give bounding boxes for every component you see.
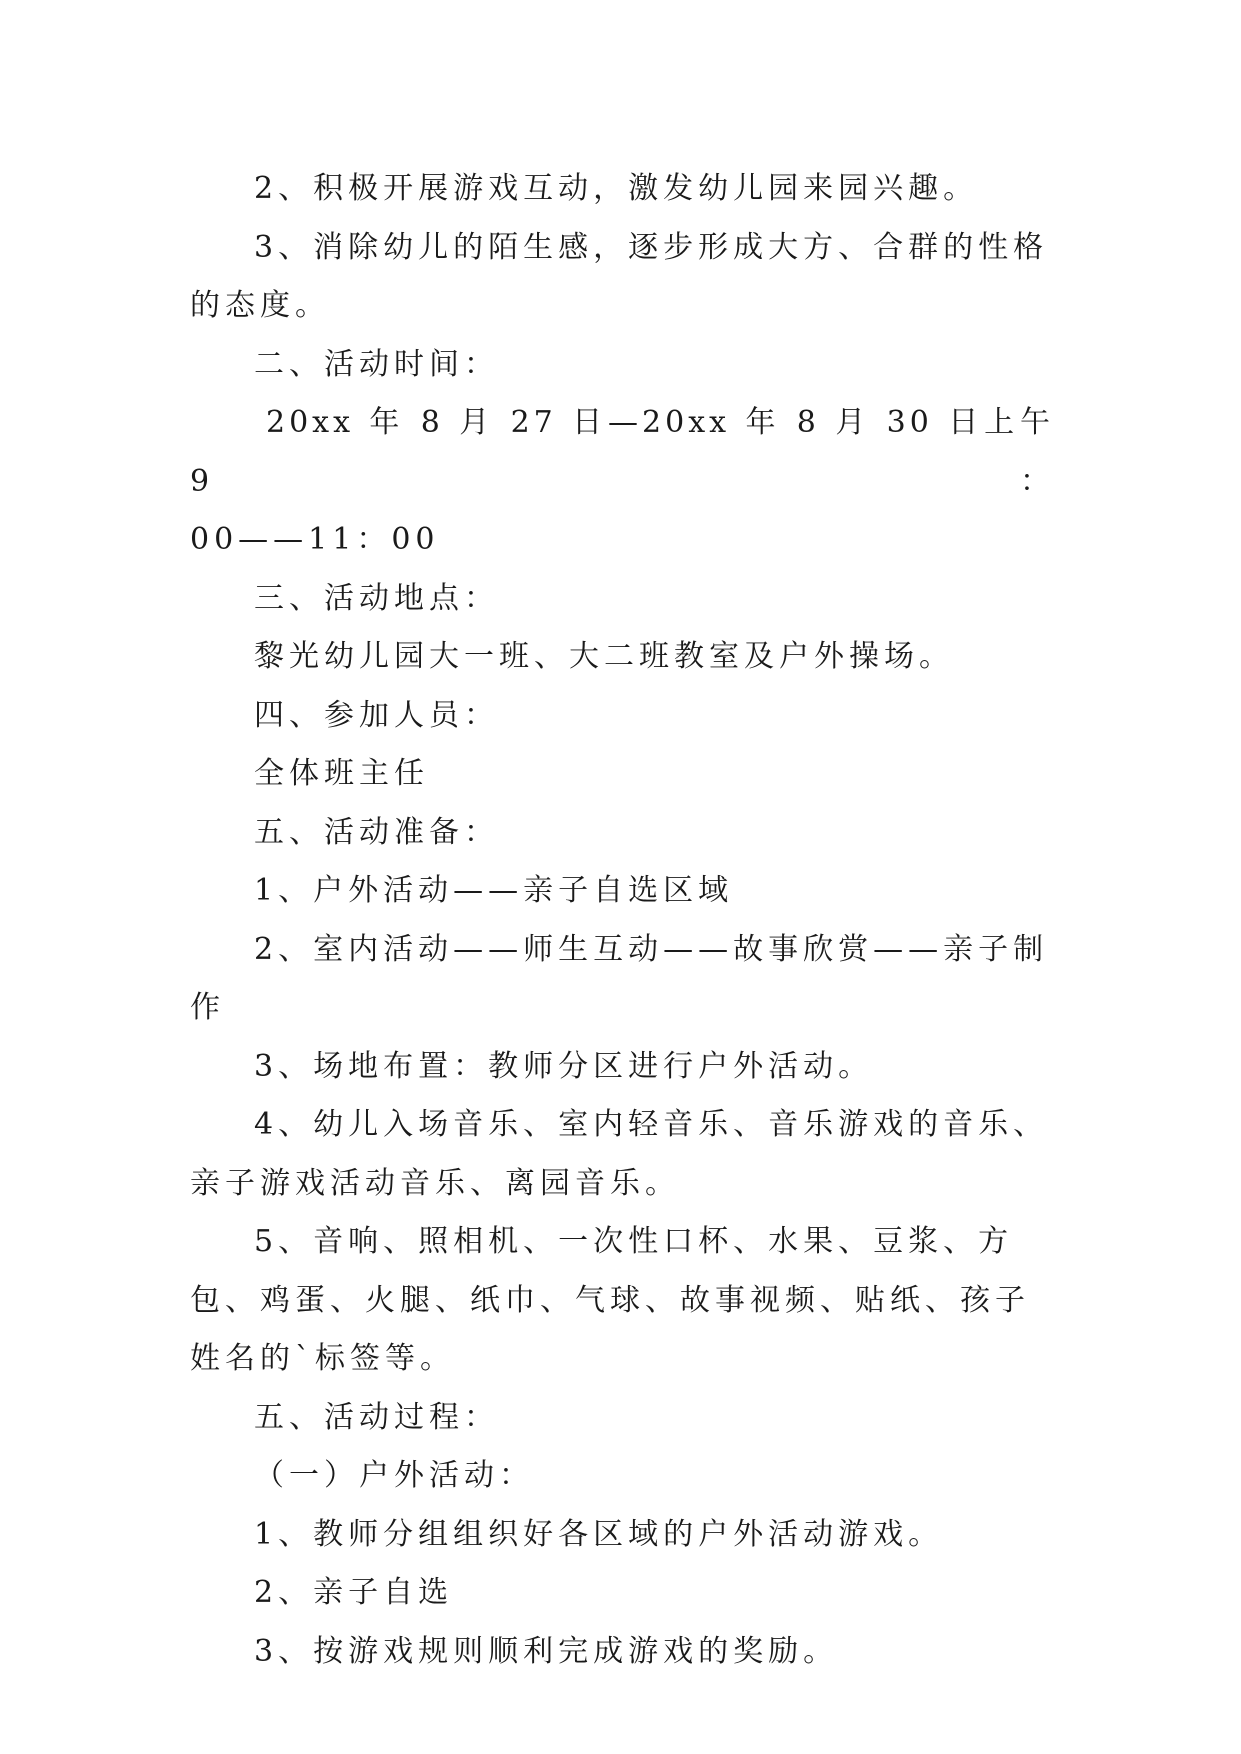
section-process-heading: 五、活动过程：	[254, 1399, 499, 1435]
goal-2: 2、积极开展游戏互动，激发幼儿园来园兴趣。	[254, 171, 979, 206]
section-preparation-heading: 五、活动准备：	[254, 814, 499, 850]
subsection-outdoor-heading: （一）户外活动：	[254, 1458, 534, 1493]
outdoor-step-1: 1、教师分组组织好各区域的户外活动游戏。	[254, 1516, 944, 1552]
document-body	[190, 160, 1054, 1681]
outdoor-step-3: 3、按游戏规则顺利完成游戏的奖励。	[254, 1633, 839, 1669]
prep-item-3: 3、场地布置：教师分区进行户外活动。	[254, 1048, 874, 1084]
activity-location: 黎光幼儿园大一班、大二班教室及户外操场。	[254, 639, 954, 674]
goal-3: 3、消除幼儿的陌生感，逐步形成大方、合群的性格的态度。	[190, 229, 1049, 323]
section-location-heading: 三、活动地点：	[254, 580, 499, 616]
prep-item-2: 2、室内活动——师生互动——故事欣赏——亲子制作	[190, 931, 1049, 1025]
prep-item-5: 5、音响、照相机、一次性口杯、水果、豆浆、方包、鸡蛋、火腿、纸巾、气球、故事视频、贴纸、孩子姓名的`标签等。	[190, 1224, 1030, 1376]
section-participants-heading: 四、参加人员：	[254, 697, 499, 733]
activity-date: 20xx 年 8 月 27 日—20xx 年 8 月 30 日上午 9：	[190, 405, 1054, 499]
prep-item-4: 4、幼儿入场音乐、室内轻音乐、音乐游戏的音乐、亲子游戏活动音乐、离园音乐。	[190, 1107, 1049, 1201]
prep-item-1: 1、户外活动——亲子自选区域	[254, 873, 734, 908]
section-time-heading: 二、活动时间：	[254, 346, 499, 382]
activity-time: 00——11：00	[190, 522, 440, 557]
outdoor-step-2: 2、亲子自选	[254, 1575, 454, 1610]
participants: 全体班主任	[254, 756, 429, 791]
